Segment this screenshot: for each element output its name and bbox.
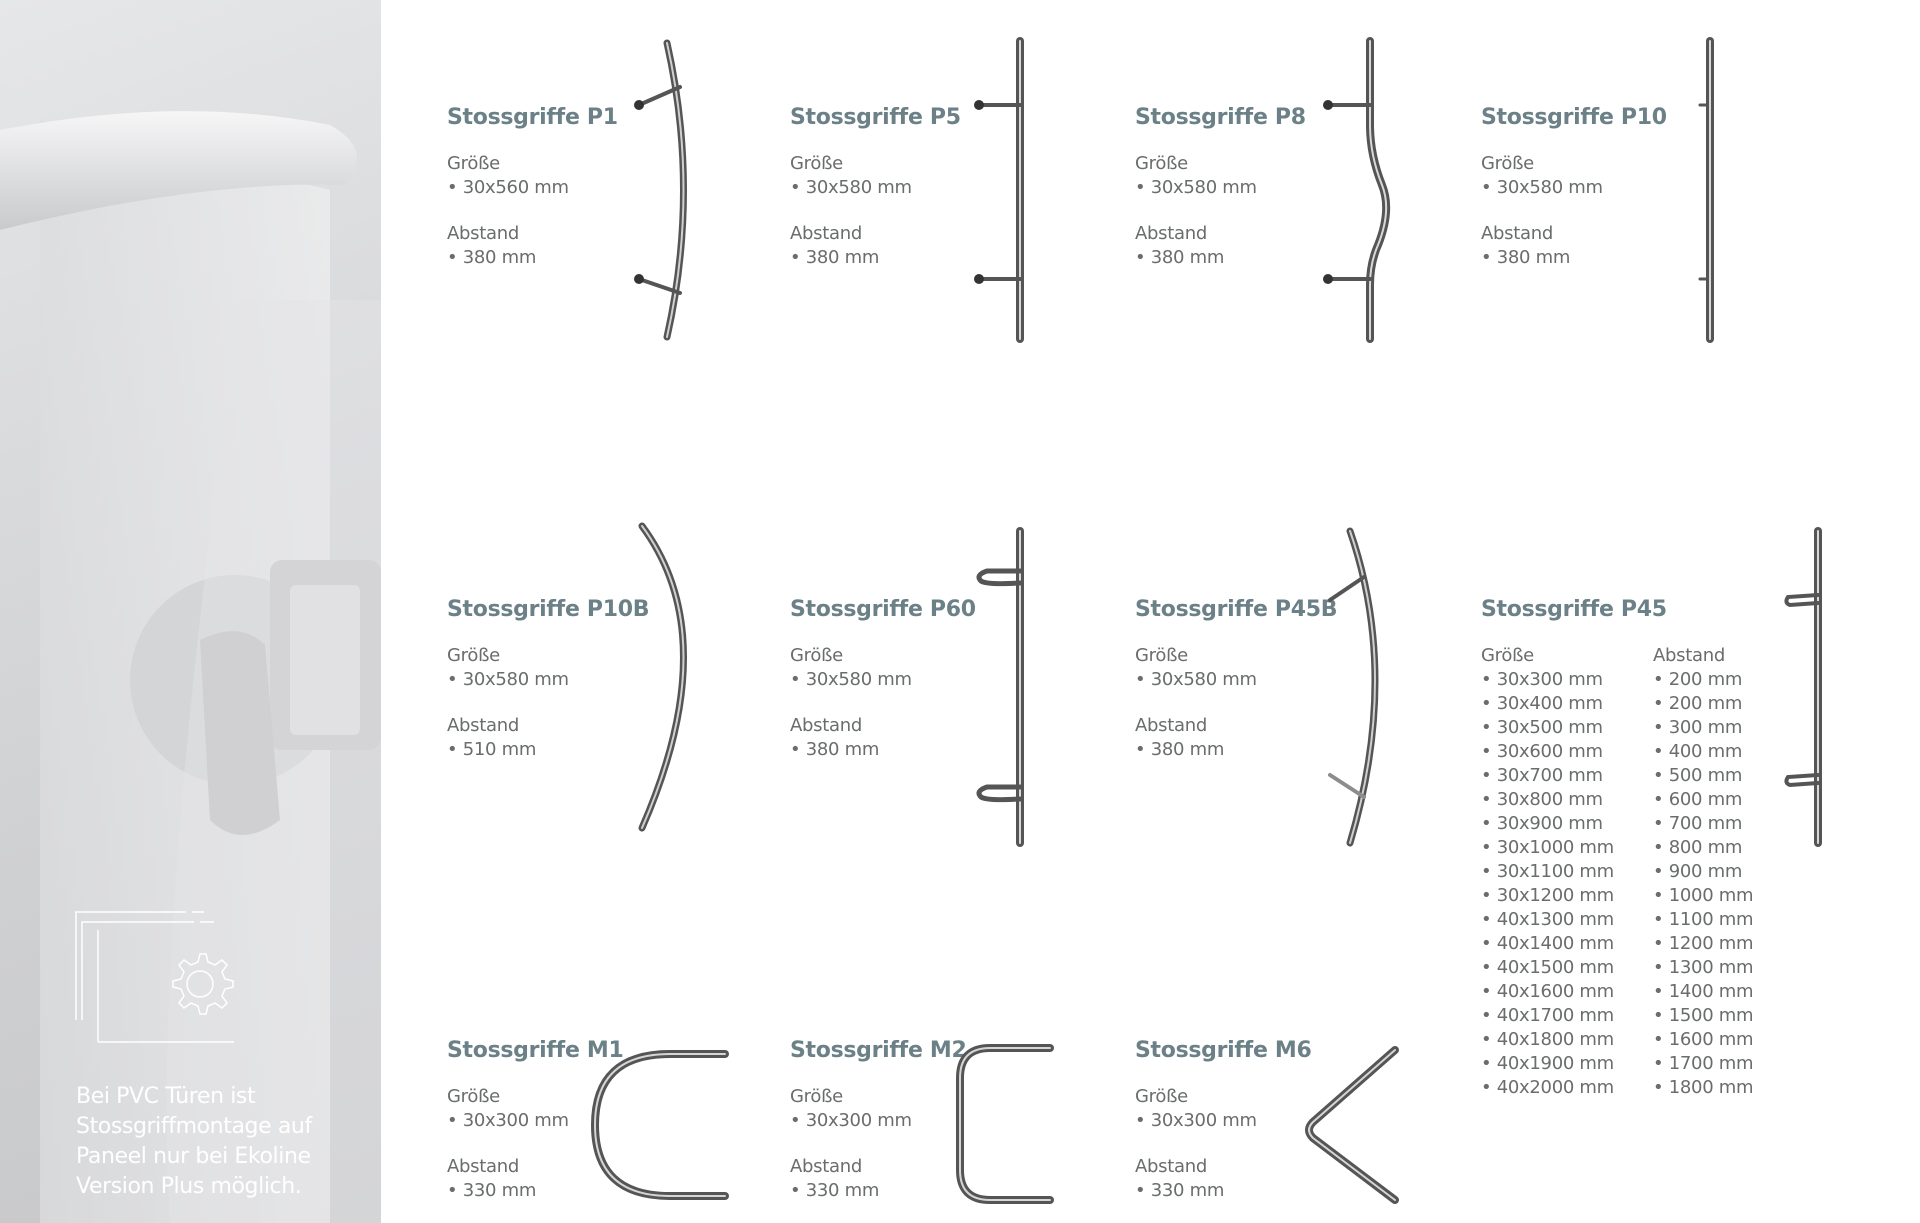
size-label: Größe [790,1086,843,1107]
distance-label: Abstand [1481,223,1553,244]
p45-distance-value: • 300 mm [1653,716,1789,740]
p45b-handle-drawing [1320,525,1400,850]
distance-label: Abstand [447,1156,519,1177]
size-value: • 30x580 mm [790,176,961,200]
p45-distance-value: • 1700 mm [1653,1052,1789,1076]
distance-label: Abstand [790,715,862,736]
m6-handle-drawing [1295,1040,1410,1210]
p45-distance-value: • 800 mm [1653,836,1789,860]
p45-distance-value: • 1200 mm [1653,932,1789,956]
p8-handle-drawing [1310,35,1400,345]
distance-label: Abstand [790,1156,862,1177]
size-label: Größe [1135,645,1188,666]
size-label: Größe [1481,645,1534,666]
p45-size-value: • 30x600 mm [1481,740,1617,764]
product-m2 [790,1038,967,1203]
size-value: • 30x580 mm [790,668,976,692]
p45-distance-value: • 200 mm [1653,692,1789,716]
distance-label: Abstand [1653,645,1725,666]
p10b-handle-drawing [630,518,710,838]
product-title: Stossgriffe P45B [1135,597,1338,622]
distance-value: • 510 mm [447,738,649,762]
p45-distance-value: • 900 mm [1653,860,1789,884]
pvc-door-note: Bei PVC Türen ist Stossgriffmontage auf Paneel nur bei Ekoline Version Plus möglich. [76,1084,312,1199]
p45-size-value: • 40x1900 mm [1481,1052,1617,1076]
distance-label: Abstand [1135,1156,1207,1177]
size-label: Größe [1135,153,1188,174]
p45-distance-value: • 1800 mm [1653,1076,1789,1100]
p45-distance-value: • 1400 mm [1653,980,1789,1004]
distance-value: • 380 mm [1135,246,1306,270]
size-value: • 30x300 mm [790,1109,967,1133]
p45-distance-value: • 1100 mm [1653,908,1789,932]
product-p10b [447,597,649,762]
p45-distance-value: • 700 mm [1653,812,1789,836]
p45-size-column [1481,644,1617,1100]
product-title: Stossgriffe P8 [1135,105,1306,130]
p45-distance-value: • 1600 mm [1653,1028,1789,1052]
product-p10 [1481,105,1667,270]
p45-size-value: • 30x800 mm [1481,788,1617,812]
p45-size-value: • 30x500 mm [1481,716,1617,740]
p45-size-value: • 40x1500 mm [1481,956,1617,980]
product-title: Stossgriffe M6 [1135,1038,1312,1063]
product-title: Stossgriffe P1 [447,105,618,130]
door-photo-panel [0,0,381,1223]
p45-size-value: • 30x700 mm [1481,764,1617,788]
size-value: • 30x300 mm [447,1109,624,1133]
p45-handle-drawing [1780,525,1830,850]
gear-door-icon [74,908,244,1048]
distance-value: • 380 mm [447,246,618,270]
product-p1 [447,105,618,270]
p10-handle-drawing [1690,35,1730,345]
size-value: • 30x300 mm [1135,1109,1312,1133]
m2-handle-drawing [950,1040,1060,1210]
product-title: Stossgriffe P60 [790,597,976,622]
p45-size-value: • 30x900 mm [1481,812,1617,836]
distance-label: Abstand [790,223,862,244]
p45-distance-value: • 1000 mm [1653,884,1789,908]
p45-size-value: • 40x2000 mm [1481,1076,1617,1100]
p45-size-value: • 30x300 mm [1481,668,1617,692]
product-title: Stossgriffe M1 [447,1038,624,1063]
product-title: Stossgriffe P5 [790,105,961,130]
size-label: Größe [447,645,500,666]
product-p5 [790,105,961,270]
p45-size-value: • 30x1000 mm [1481,836,1617,860]
distance-value: • 330 mm [447,1179,624,1203]
product-p60 [790,597,976,762]
distance-label: Abstand [447,715,519,736]
p45-size-value: • 40x1700 mm [1481,1004,1617,1028]
distance-value: • 380 mm [790,246,961,270]
product-title: Stossgriffe P10B [447,597,650,622]
size-label: Größe [447,153,500,174]
p45-distance-column [1653,644,1789,1100]
distance-label: Abstand [1135,223,1207,244]
m1-handle-drawing [585,1040,735,1210]
p45-distance-value: • 1300 mm [1653,956,1789,980]
product-title: Stossgriffe M2 [790,1038,967,1063]
distance-value: • 380 mm [790,738,976,762]
p45-distance-value: • 600 mm [1653,788,1789,812]
p45-distance-value: • 400 mm [1653,740,1789,764]
product-title: Stossgriffe P45 [1481,597,1667,622]
size-value: • 30x580 mm [447,668,649,692]
p5-handle-drawing [965,35,1035,345]
p45-distance-value: • 200 mm [1653,668,1789,692]
p1-handle-drawing [625,35,705,345]
p45-size-value: • 30x1100 mm [1481,860,1617,884]
p60-handle-drawing [965,525,1035,850]
size-label: Größe [790,645,843,666]
product-p8 [1135,105,1306,270]
size-label: Größe [790,153,843,174]
distance-value: • 380 mm [1135,738,1337,762]
product-p45 [1481,597,1789,1100]
p45-size-value: • 30x1200 mm [1481,884,1617,908]
distance-value: • 380 mm [1481,246,1667,270]
size-label: Größe [1481,153,1534,174]
size-value: • 30x580 mm [1135,176,1306,200]
size-label: Größe [1135,1086,1188,1107]
size-label: Größe [447,1086,500,1107]
size-value: • 30x580 mm [1135,668,1337,692]
distance-value: • 330 mm [790,1179,967,1203]
product-m6 [1135,1038,1312,1203]
p45-size-value: • 40x1800 mm [1481,1028,1617,1052]
product-p45b [1135,597,1337,762]
p45-size-value: • 40x1300 mm [1481,908,1617,932]
product-title: Stossgriffe P10 [1481,105,1667,130]
p45-distance-value: • 500 mm [1653,764,1789,788]
p45-size-value: • 40x1600 mm [1481,980,1617,1004]
distance-label: Abstand [447,223,519,244]
distance-label: Abstand [1135,715,1207,736]
p45-size-value: • 40x1400 mm [1481,932,1617,956]
size-value: • 30x560 mm [447,176,618,200]
size-value: • 30x580 mm [1481,176,1667,200]
distance-value: • 330 mm [1135,1179,1312,1203]
p45-distance-value: • 1500 mm [1653,1004,1789,1028]
p45-size-value: • 30x400 mm [1481,692,1617,716]
